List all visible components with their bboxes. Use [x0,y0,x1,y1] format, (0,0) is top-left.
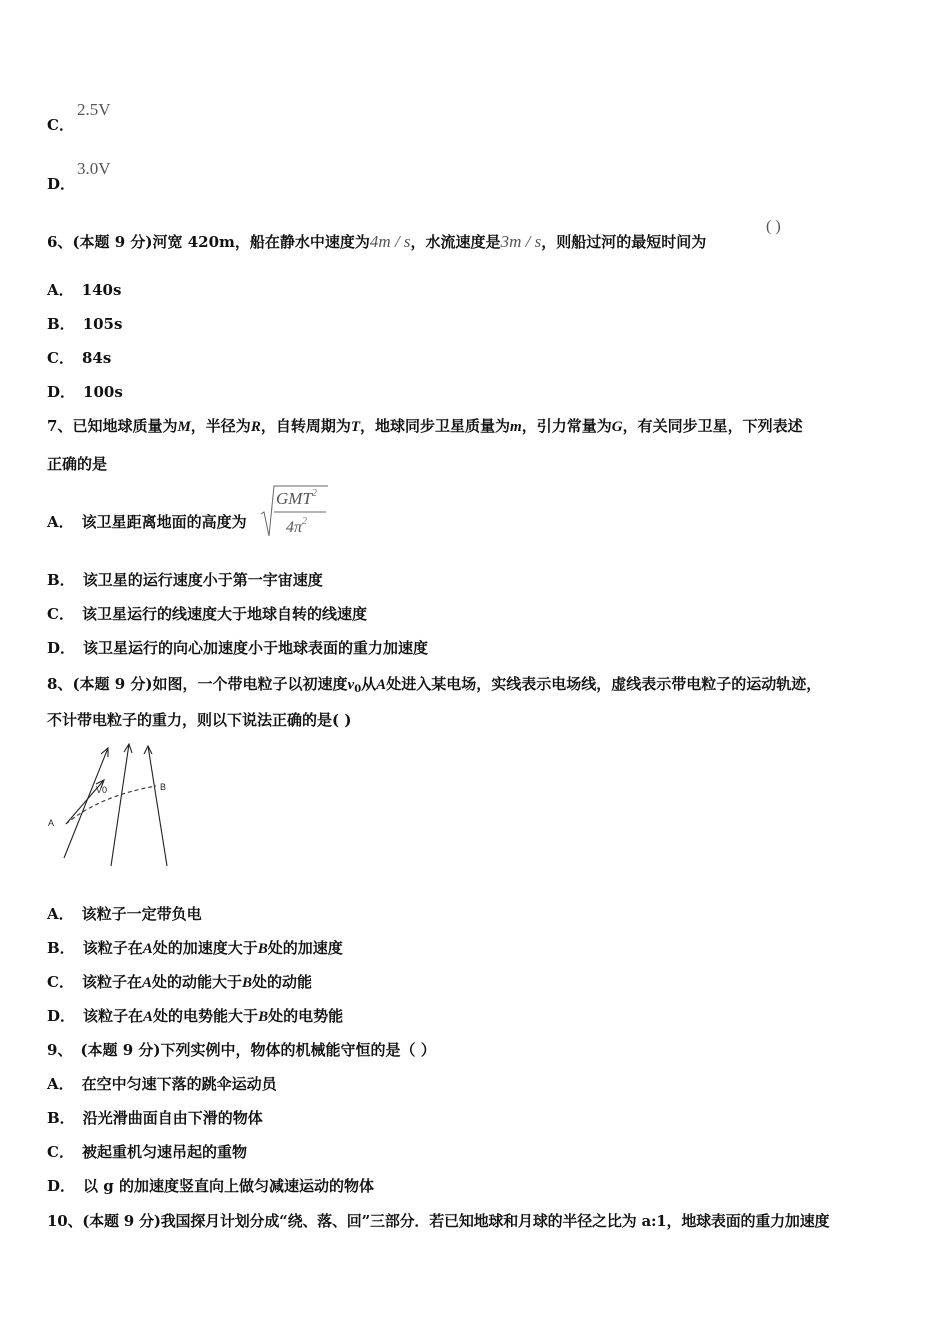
q8-option-c: C． 该粒子在A处的动能大于B处的动能 [47,973,313,991]
q6-option-c: C． 84s [47,349,112,367]
q6-option-b: B． 105s [47,315,123,333]
formula-numerator: GMT$^2$ [276,488,317,508]
answer-blank: ( ) [766,218,781,235]
height-formula [260,484,330,540]
q6-option-d: D． 100s [47,383,123,401]
q8-option-d: D． 该粒子在A处的电势能大于B处的电势能 [47,1007,344,1025]
question-8-stem-line2: 不计带电粒子的重力，则以下说法正确的是( ) [47,711,352,729]
option-c-value: 2.5V [77,100,111,119]
option-c: C． [47,116,74,134]
field-line-right [148,746,167,866]
question-7-stem-line2: 正确的是 [47,455,108,473]
q7-option-c: C． 该卫星运行的线速度大于地球自转的线速度 [47,605,367,623]
option-d: D． [47,175,76,193]
field-line-right-arrow-icon [144,746,152,754]
formula-denominator: $4\pi^2$ [286,516,308,536]
question-7-stem: 7、已知地球质量为M，半径为R，自转周期为T，地球同步卫星质量为m，引力常量为G，有关同步卫星，下列表述 [47,417,803,435]
question-10-stem: 10、(本题 9 分)我国探月计划分成“绕、落、回”三部分．若已知地球和月球的半径之比为 a:1，地球表面的重力加速度 [47,1212,830,1230]
question-6-stem: 6、(本题 9 分)河宽 420m，船在静水中速度为4m / s，水流速度是3m / s，则船过河的最短时间为 [47,232,707,251]
point-a-label: A [48,818,55,828]
q9-option-b: B． 沿光滑曲面自由下滑的物体 [47,1109,263,1127]
question-9-stem: 9、 (本题 9 分)下列实例中，物体的机械能守恒的是（ ） [47,1041,436,1059]
q7-option-a: A． 该卫星距离地面的高度为 [47,513,247,531]
q9-option-a: A． 在空中匀速下落的跳伞运动员 [47,1075,277,1093]
q9-option-c: C． 被起重机匀速吊起的重物 [47,1143,247,1161]
q8-option-a: A． 该粒子一定带负电 [47,905,202,923]
q7-option-d: D． 该卫星运行的向心加速度小于地球表面的重力加速度 [47,639,429,657]
v0-label: V0 [96,785,108,795]
option-d-value: 3.0V [77,159,111,178]
q9-option-d: D． 以 g 的加速度竖直向上做匀减速运动的物体 [47,1177,374,1195]
q7-option-b: B． 该卫星的运行速度小于第一宇宙速度 [47,571,323,589]
point-b-label: B [160,782,167,792]
electric-field-diagram [44,740,184,870]
q6-option-a: A． 140s [47,281,122,299]
q8-option-b: B． 该粒子在A处的加速度大于B处的加速度 [47,939,343,957]
field-line-middle [111,744,129,866]
field-line-left [64,748,108,858]
question-8-stem: 8、(本题 9 分)如图，一个带电粒子以初速度$v_0$从A处进入某电场，实线表示电场线，虚线表示带电粒子的运动轨迹， [47,675,822,695]
